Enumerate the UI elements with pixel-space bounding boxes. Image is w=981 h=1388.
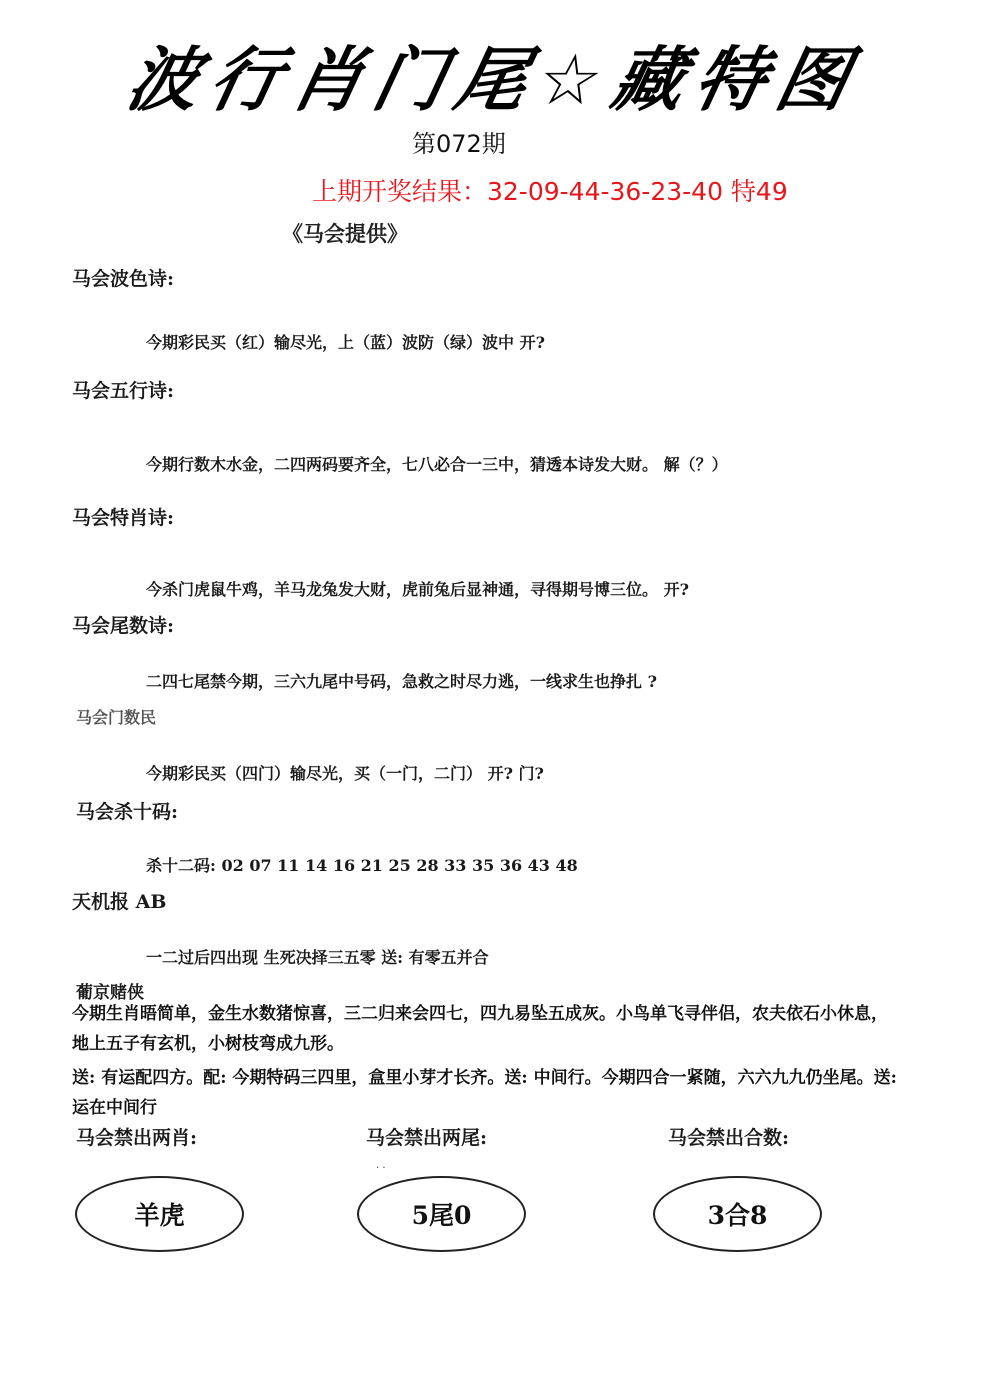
ban-value-zodiac-text: 羊虎 <box>134 1201 185 1230</box>
ban-label-sum: 马会禁出合数: <box>668 1127 790 1149</box>
section-heading-macau-gambler: 葡京赌侠 <box>76 983 144 1003</box>
ban-value-zodiac <box>75 1176 244 1252</box>
ban-label-zodiac: 马会禁出两肖: <box>76 1127 198 1149</box>
poem-five-elements: 今期行数木水金，二四两码要齐全，七八必合一三中，猜透本诗发大财。 解（？） <box>146 455 728 474</box>
poem-tail-number: 二四七尾禁今期，三六九尾中号码，急救之时尽力逃，一线求生也挣扎 ? <box>146 672 657 691</box>
issue-number: 第072期 <box>412 130 506 158</box>
section-heading-wave-color: 马会波色诗: <box>72 268 175 290</box>
provider-label: 《马会提供》 <box>282 221 408 246</box>
kill-twelve-numbers: 杀十二码: 02 07 11 14 16 21 25 28 33 35 36 43 48 <box>146 856 578 875</box>
banner-title: 波行肖门尾☆藏特图 <box>120 39 869 121</box>
section-heading-oracle: 天机报 AB <box>72 891 167 913</box>
poem-special-zodiac: 今杀门虎鼠牛鸡，羊马龙兔发大财，虎前兔后显神通，寻得期号博三位。 开? <box>146 580 689 599</box>
section-heading-tail-number: 马会尾数诗: <box>72 615 175 637</box>
section-heading-kill-ten: 马会杀十码: <box>76 801 179 823</box>
ban-label-tail: 马会禁出两尾: <box>366 1127 488 1149</box>
section-heading-special-zodiac: 马会特肖诗: <box>72 507 175 529</box>
ban-value-sum-text: 3合8 <box>707 1201 768 1230</box>
section-heading-five-elements: 马会五行诗: <box>72 380 175 402</box>
macau-gambler-paragraph-1: 今期生肖晤简单，金生水数猪惊喜，三二归来会四七，四九易坠五成灰。小鸟单飞寻伴侣，农夫依石小休息，地上五子有玄机，小树枝弯成九形。 <box>72 1004 888 1054</box>
ban-value-tail-text: 5尾0 <box>411 1201 472 1230</box>
last-draw-result: 上期开奖结果：32-09-44-36-23-40 特49 <box>312 177 788 206</box>
ban-value-tail <box>357 1176 526 1252</box>
poem-oracle: 一二过后四出现 生死决择三五零 送: 有零五并合 <box>146 948 489 967</box>
ban-value-sum <box>653 1176 822 1252</box>
decorative-dots: . . <box>376 1160 386 1171</box>
macau-gambler-paragraph-2: 送: 有运配四方。配: 今期特码三四里，盒里小芽才长齐。送: 中间行。今期四合一紧随，六六九九仍坐尾。送: 运在中间行 <box>72 1068 897 1118</box>
section-heading-door-number: 马会门数民 <box>76 708 157 727</box>
poem-door-number: 今期彩民买（四门）输尽光，买（一门，二门） 开? 门? <box>146 764 544 783</box>
poem-wave-color: 今期彩民买（红）输尽光，上（蓝）波防（绿）波中 开? <box>146 333 545 352</box>
